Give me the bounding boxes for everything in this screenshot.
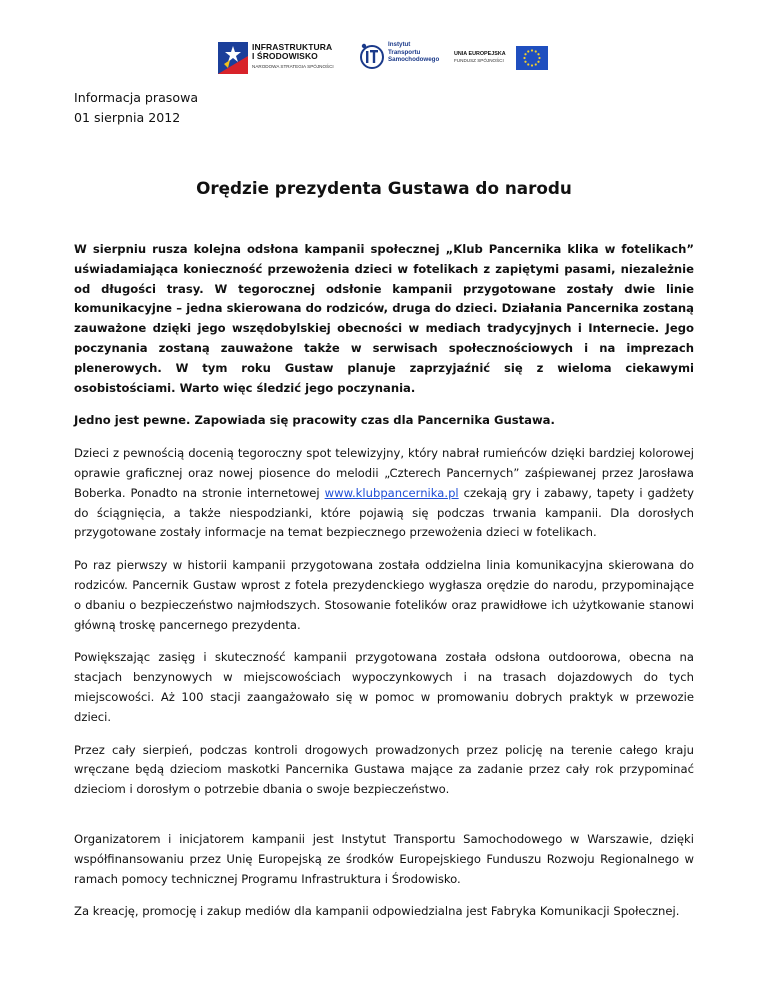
paragraph-agency: Za kreację, promocję i zakup mediów dla kampanii odpowiedzialna jest Fabryka Komunikacji Społecznej.: [74, 904, 680, 919]
ue-logo-title: UNIA EUROPEJSKA: [454, 51, 506, 57]
its-monogram-icon: [360, 42, 384, 72]
doc-type-label: Informacja prasowa: [74, 90, 199, 105]
paragraph-parents: Po raz pierwszy w historii kampanii przygotowana została oddzielna linia komunikacyjna skierowana do rodziców. Pancernik Gustaw wprost z fotela prezydenckiego wygłasza orędzie do narodu, przypominające o dbaniu o bezpieczeństwo najmłodszych. Stosowanie fotelików oraz prawidłowe ich użytkowanie stanowi główną troskę pancernego prezydenta.: [74, 558, 694, 632]
paragraph-police: Przez cały sierpień, podczas kontroli drogowych prowadzonych przez policję na terenie całego kraju wręczane będą dzieciom maskotki Pancernika Gustawa mające za zadanie przez cały rok przypominać dzieciom i dorosłym o potrzebie dbania o swoje bezpieczeństwo.: [74, 742, 694, 797]
logo-its: [360, 40, 450, 76]
press-info: [74, 88, 198, 128]
klubpancernika-link[interactable]: www.klubpancernika.pl: [324, 485, 459, 500]
is-logo-subtitle: NARODOWA STRATEGIA SPÓJNOŚCI: [252, 64, 334, 69]
paragraph-organizer: Organizatorem i inicjatorem kampanii jest Instytut Transportu Samochodowego w Warszawie, dzięki współfinansowaniu przez Unię Europejską ze środków Europejskiego Funduszu Rozwoju Regionalnego w ramach pomocy technicznej Programu Infrastruktura i Środowisko.: [74, 831, 694, 886]
release-date: 01 sierpnia 2012: [74, 110, 181, 125]
paragraph-outdoor: Powiększając zasięg i skuteczność kampanii przygotowana została odsłona outdoorowa, obecna na stacjach benzynowych w miejscowościach wypoczynkowych i na trasach dojazdowych do tych miejscowości. Aż 100 stacji zaangażowało się w pomoc w promowaniu dobrych praktyk w przewozie dzieci.: [74, 650, 694, 724]
paragraph-spot-text-before: Dzieci z pewnością docenią tegoroczny spot telewizyjny, który nabrał rumieńców dzięki bardziej kolorowej oprawie graficznej oraz nowej piosence do melodii „Czterech Pancernych” zaśpiewanej przez Jarosława Boberka. Ponadto na stronie internetowej: [74, 446, 694, 500]
eu-flag-icon: [516, 46, 548, 70]
is-logo-title: INFRASTRUKTURA I ŚRODOWISKO: [252, 42, 333, 61]
subhead-paragraph: Jedno jest pewne. Zapowiada się pracowity czas dla Pancernika Gustawa.: [74, 413, 555, 428]
ue-logo-subtitle: FUNDUSZ SPÓJNOŚCI: [454, 58, 504, 63]
paragraph-spot-text-after: czekają gry i zabawy, tapety i gadżety do ściągnięcia, a także niespodzianki, które pojawią się podczas trwania kampanii. Dla dorosłych przygotowane zostały informacje na temat bezpiecznego przewożenia dzieci w fotelikach.: [74, 485, 694, 540]
article-body: [74, 240, 694, 935]
page-title: Orędzie prezydenta Gustawa do narodu: [196, 178, 572, 198]
logo-unia-europejska: [450, 44, 550, 74]
is-star-icon: [218, 42, 248, 74]
paragraph-spot: [74, 444, 694, 543]
its-logo-text: Instytut Transportu Samochodowego: [388, 41, 440, 64]
logo-infrastruktura-srodowisko: [218, 42, 348, 76]
lead-paragraph: W sierpniu rusza kolejna odsłona kampanii społecznej „Klub Pancernika klika w fotelikach” uświadamiająca konieczność przewożenia dzieci w fotelikach z zapiętymi pasami, niezależnie od długości trasy. W tegorocznej odsłonie kampanii przygotowane zostały dwie linie komunikacyjne – jedna skierowana do rodziców, druga do dzieci. Działania Pancernika zostaną zauważone dzięki jego wszędobylskiej obecności w mediach tradycyjnych i Internecie. Jego poczynania zostaną zauważone także w serwisach społecznościowych i na imprezach plenerowych. W tym roku Gustaw planuje zaprzyjaźnić się z wieloma ciekawymi osobistościami. Warto więc śledzić jego poczynania.: [74, 242, 694, 395]
logo-bar: [0, 38, 768, 78]
